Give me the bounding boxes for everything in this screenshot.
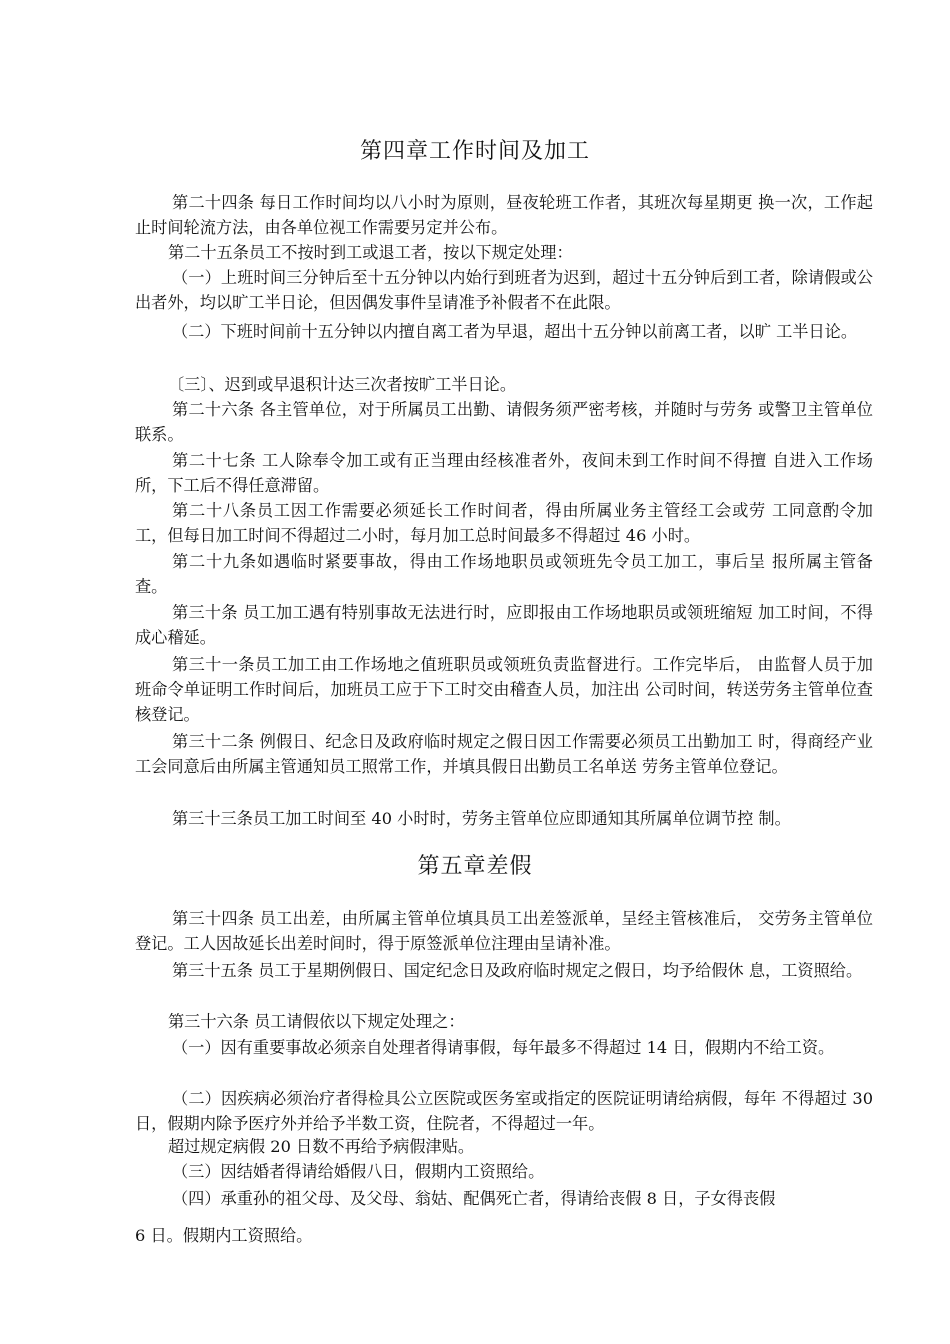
article-25-item-2: （二）下班时间前十五分钟以内擅自离工者为早退，超出十五分钟以前离工者，以旷 工半日论。	[172, 322, 858, 341]
sick-leave-note: 超过规定病假 20 日数不再给予病假津贴。	[168, 1137, 475, 1156]
article-25: 第二十五条员工不按时到工或退工者，按以下规定处理：	[168, 243, 573, 262]
article-25-item-1: （一）上班时间三分钟后至十五分钟以内始行到班者为迟到，超过十五分钟后到工者，除请假或公出者外，均以旷工半日论，但因偶发事件呈请准予补假者不在此限。	[135, 268, 873, 312]
article-36-item-2: （二）因疾病必须治疗者得检具公立医院或医务室或指定的医院证明请给病假，每年 不得超过 30 日，假期内除予医疗外并给予半数工资，住院者，不得超过一年。	[135, 1089, 873, 1133]
article-36-item-1: （一）因有重要事故必须亲自处理者得请事假，每年最多不得超过 14 日，假期内不给工资。	[172, 1038, 835, 1057]
article-24: 第二十四条 每日工作时间均以八小时为原则，昼夜轮班工作者，其班次每星期更 换一次，工作起止时间轮流方法，由各单位视工作需要另定并公布。	[135, 193, 873, 237]
article-27: 第二十七条 工人除奉令加工或有正当理由经核准者外，夜间未到工作时间不得擅 自进入工作场所，下工后不得任意滞留。	[135, 451, 873, 495]
article-33: 第三十三条员工加工时间至 40 小时时，劳务主管单位应即通知其所属单位调节控 制。	[172, 809, 791, 828]
article-32: 第三十二条 例假日、纪念日及政府临时规定之假日因工作需要必须员工出勤加工 时，得商经产业工会同意后由所属主管通知员工照常工作，并填具假日出勤员工名单送 劳务主管单位登记。	[135, 732, 873, 776]
article-28: 第二十八条员工因工作需要必须延长工作时间者，得由所属业务主管经工会或劳 工同意酌令加工，但每日加工时间不得超过二小时，每月加工总时间最多不得超过 46 小时。	[135, 501, 873, 545]
article-26: 第二十六条 各主管单位，对于所属员工出勤、请假务须严密考核，并随时与劳务 或警卫主管单位联系。	[135, 400, 873, 444]
article-36: 第三十六条 员工请假依以下规定处理之：	[168, 1012, 465, 1031]
article-36-item-3: （三）因结婚者得请给婚假八日，假期内工资照给。	[172, 1162, 545, 1181]
article-36-item-4-continued: 6 日。假期内工资照给。	[135, 1226, 313, 1245]
article-35: 第三十五条 员工于星期例假日、国定纪念日及政府临时规定之假日，均予给假休 息，工资照给。	[172, 961, 863, 980]
chapter-5-title: 第五章差假	[417, 854, 533, 879]
article-30: 第三十条 员工加工遇有特别事故无法进行时，应即报由工作场地职员或领班缩短 加工时间，不得成心稽延。	[135, 603, 873, 647]
article-29: 第二十九条如遇临时紧要事故，得由工作场地职员或领班先令员工加工，事后呈 报所属主管备查。	[135, 552, 873, 596]
article-36-item-4: （四）承重孙的祖父母、及父母、翁姑、配偶死亡者，得请给丧假 8 日，子女得丧假	[172, 1189, 776, 1208]
chapter-4-title: 第四章工作时间及加工	[359, 139, 590, 164]
article-31: 第三十一条员工加工由工作场地之值班职员或领班负责监督进行。工作完毕后， 由监督人员于加班命令单证明工作时间后，加班员工应于下工时交由稽查人员，加注出 公司时间，转送劳务主管单位查核登记。	[135, 655, 873, 724]
article-25-item-3: 〔三〕、迟到或早退积计达三次者按旷工半日论。	[168, 375, 517, 394]
article-34: 第三十四条 员工出差，由所属主管单位填具员工出差签派单，呈经主管核准后， 交劳务主管单位登记。工人因故延长出差时间时，得于原签派单位注理由呈请补准。	[135, 909, 873, 953]
